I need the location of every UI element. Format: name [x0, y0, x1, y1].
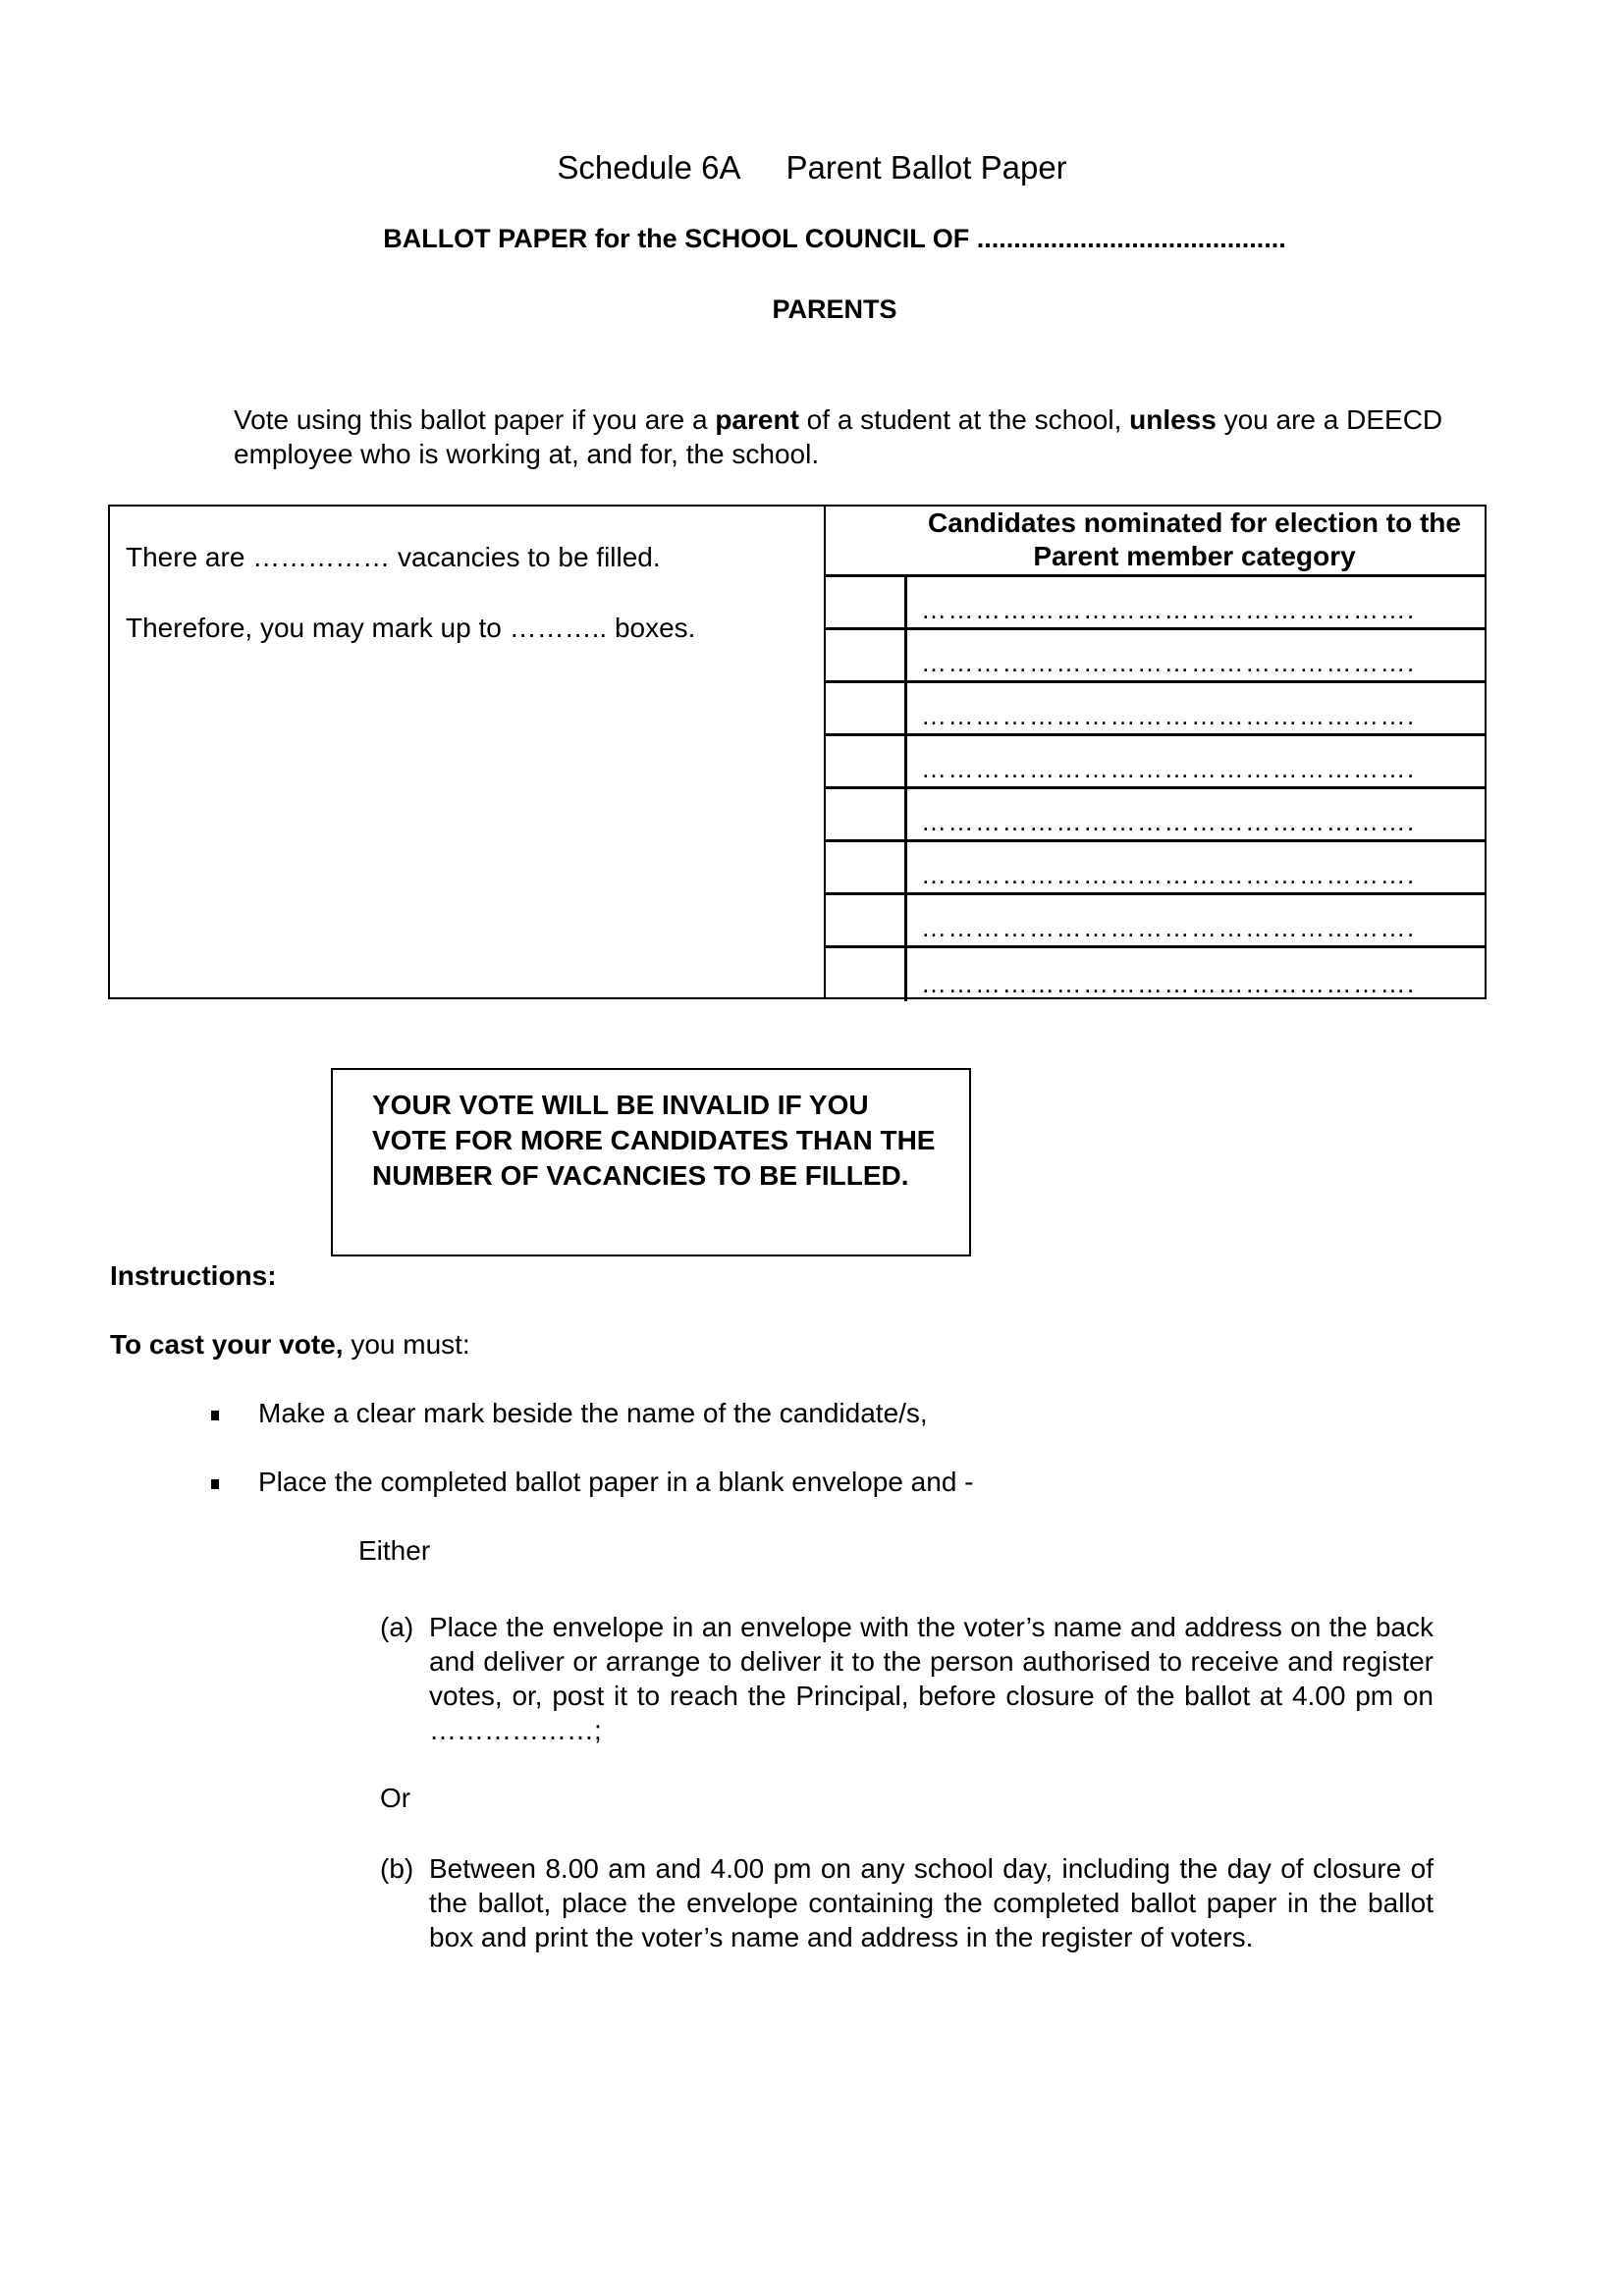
vacancies-line: There are …………… vacancies to be filled.	[126, 542, 661, 572]
candidate-name: ……………………………………………….	[921, 913, 1416, 942]
intro-text: you are a DEECD employee who is working at, and for, the school.	[234, 404, 1443, 469]
candidate-row	[826, 789, 1485, 842]
candidate-name: ……………………………………………….	[921, 807, 1416, 836]
candidate-row	[826, 895, 1485, 948]
page-title	[0, 149, 1624, 187]
intro-text: Vote using this ballot paper if you are a	[234, 404, 716, 435]
cast-vote-line	[110, 1329, 470, 1361]
section-heading: PARENTS	[772, 294, 897, 324]
bullet-text: Make a clear mark beside the name of the candidate/s,	[258, 1398, 928, 1428]
schedule-label: Schedule 6A	[557, 149, 741, 186]
vote-checkbox[interactable]	[826, 948, 907, 1001]
candidate-name: ……………………………………………….	[921, 860, 1416, 889]
instructions-heading: Instructions:	[110, 1260, 277, 1291]
candidate-row	[826, 842, 1485, 895]
intro-paragraph	[234, 402, 1451, 471]
candidate-name: ……………………………………………….	[921, 648, 1416, 677]
or-label: Or	[380, 1783, 411, 1813]
candidates-cell	[826, 507, 1485, 997]
vote-checkbox[interactable]	[826, 630, 907, 680]
warning-text: YOUR VOTE WILL BE INVALID IF YOU VOTE FOR MORE CANDIDATES THAN THE NUMBER OF VACANCIES TO BE FILLED.	[372, 1090, 936, 1191]
intro-bold-unless: unless	[1129, 404, 1217, 435]
option-text: Between 8.00 am and 4.00 pm on any school day, including the day of closure of the ballot, place the envelope containing the completed ballot paper in the ballot box and print the voter’s name and address in the register of voters.	[429, 1853, 1434, 1952]
candidate-name: ……………………………………………….	[921, 969, 1416, 998]
mark-limit-line: Therefore, you may mark up to ……….. boxes.	[126, 613, 696, 643]
vote-checkbox[interactable]	[826, 789, 907, 839]
candidate-row	[826, 630, 1485, 683]
vote-checkbox[interactable]	[826, 842, 907, 892]
vote-checkbox[interactable]	[826, 683, 907, 733]
vacancy-info-cell	[110, 507, 826, 997]
option-label: (b)	[380, 1853, 414, 1884]
candidate-row	[826, 736, 1485, 789]
candidate-name: ……………………………………………….	[921, 701, 1416, 730]
option-label: (a)	[380, 1612, 414, 1642]
invalid-vote-warning	[331, 1068, 971, 1256]
vote-checkbox[interactable]	[826, 895, 907, 945]
ballot-title: Parent Ballot Paper	[785, 149, 1067, 186]
candidate-name: ……………………………………………….	[921, 595, 1416, 624]
ballot-subtitle: BALLOT PAPER for the SCHOOL COUNCIL OF ..........................................	[383, 224, 1286, 253]
option-b	[380, 1851, 1434, 1954]
square-bullet-icon	[211, 1411, 219, 1420]
vote-checkbox[interactable]	[826, 736, 907, 786]
candidates-header: Candidates nominated for election to the Parent member category	[826, 507, 1485, 577]
candidate-row	[826, 683, 1485, 736]
square-bullet-icon	[211, 1479, 219, 1489]
ballot-table	[108, 505, 1487, 999]
candidate-name: ……………………………………………….	[921, 754, 1416, 783]
cast-vote-bold: To cast your vote,	[110, 1329, 344, 1360]
option-a	[380, 1610, 1434, 1747]
vote-checkbox[interactable]	[826, 577, 907, 627]
candidate-row	[826, 948, 1485, 1001]
option-text: Place the envelope in an envelope with the voter’s name and address on the back and deliver or arrange to deliver it to the person authorised to receive and register votes, or, post it to reach the Principal, before closure of the ballot at 4.00 pm on ………………;	[429, 1612, 1434, 1745]
intro-text: of a student at the school,	[798, 404, 1130, 435]
cast-vote-rest: you must:	[343, 1329, 470, 1360]
candidate-row	[826, 577, 1485, 630]
intro-bold-parent: parent	[715, 404, 799, 435]
bullet-text: Place the completed ballot paper in a blank envelope and -	[258, 1467, 974, 1497]
either-label: Either	[358, 1535, 431, 1566]
